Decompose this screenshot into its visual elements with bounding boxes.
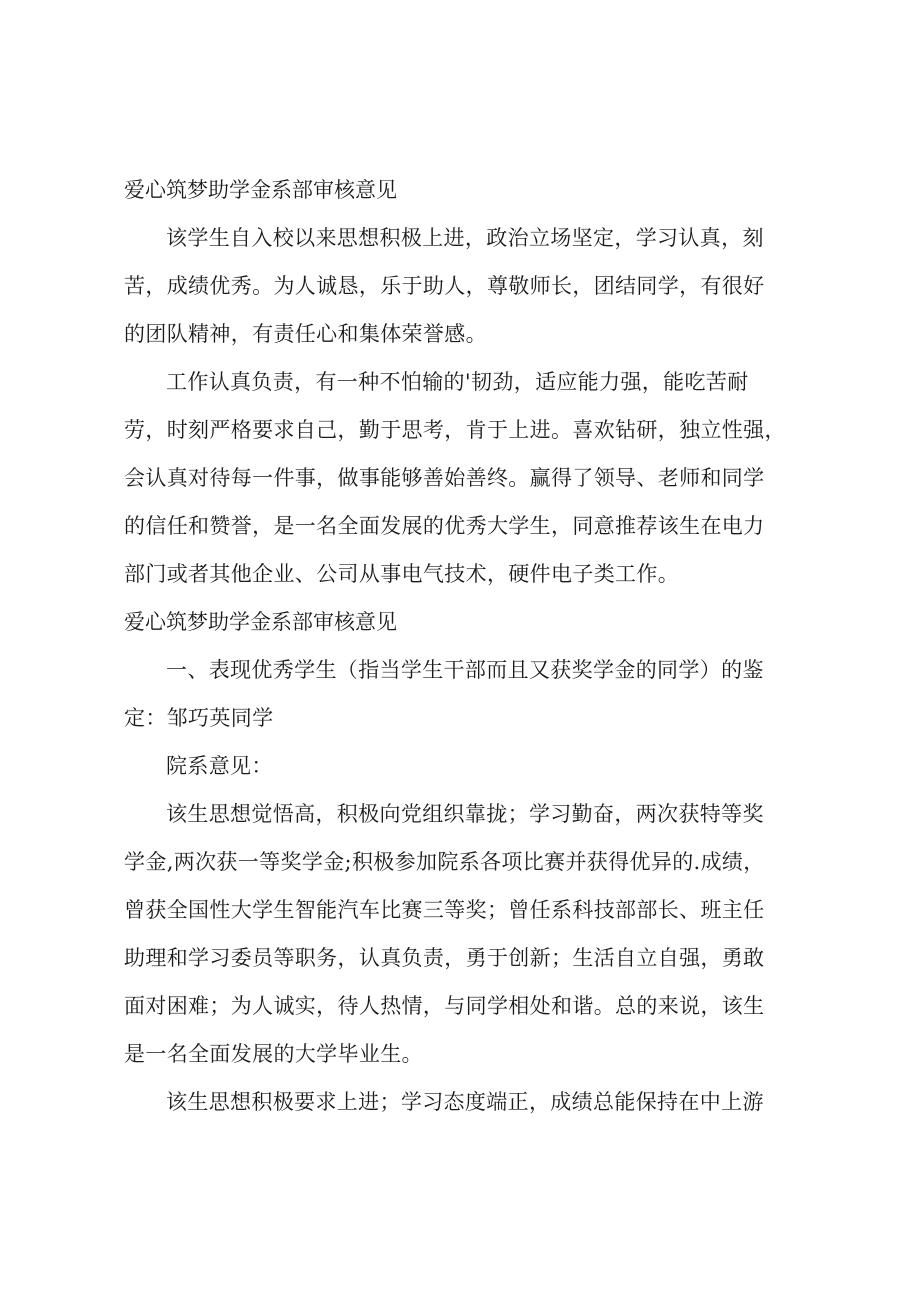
paragraph-line: 劳，时刻严格要求自己，勤于思考，肯于上进。喜欢钻研，独立性强， xyxy=(124,418,786,442)
paragraph-line: 的信任和赞誉，是一名全面发展的优秀大学生，同意推荐该生在电力 xyxy=(124,514,765,538)
paragraph-line: 部门或者其他企业、公司从事电气技术，硬件电子类工作。 xyxy=(124,562,680,586)
document-body xyxy=(124,166,816,1126)
paragraph xyxy=(124,790,816,1078)
paragraph-line: 学金,两次获一等奖学金;积极参加院系各项比赛并获得优异的.成绩， xyxy=(124,850,765,874)
paragraph-line: 的团队精神，有责任心和集体荣誉感。 xyxy=(124,322,487,346)
paragraph-line: 工作认真负责，有一种不怕输的'韧劲，适应能力强，能吃苦耐 xyxy=(166,370,749,394)
paragraph-line: 是一名全面发展的大学毕业生。 xyxy=(124,1042,423,1066)
paragraph-line: 曾获全国性大学生智能汽车比赛三等奖；曾任系科技部部长、班主任 xyxy=(124,898,765,922)
paragraph xyxy=(124,742,816,790)
section-heading: 爱心筑梦助学金系部审核意见 xyxy=(124,178,397,202)
paragraph-line: 面对困难；为人诚实，待人热情，与同学相处和谐。总的来说，该生 xyxy=(124,994,765,1018)
section-heading: 爱心筑梦助学金系部审核意见 xyxy=(124,610,397,634)
paragraph-line: 苦，成绩优秀。为人诚恳，乐于助人，尊敬师长，团结同学，有很好 xyxy=(124,274,765,298)
paragraph-line: 该生思想觉悟高，积极向党组织靠拢；学习勤奋，两次获特等奖 xyxy=(166,802,764,826)
paragraph-line: 该学生自入校以来思想积极上进，政治立场坚定，学习认真，刻 xyxy=(166,226,764,250)
paragraph xyxy=(124,358,816,598)
paragraph-line: 定：邹巧英同学 xyxy=(124,706,274,730)
paragraph-line: 该生思想积极要求上进；学习态度端正，成绩总能保持在中上游 xyxy=(166,1090,764,1114)
paragraph-line: 会认真对待每一件事，做事能够善始善终。赢得了领导、老师和同学 xyxy=(124,466,765,490)
paragraph xyxy=(124,214,816,358)
paragraph-line: 一、表现优秀学生（指当学生干部而且又获奖学金的同学）的鉴 xyxy=(166,658,764,682)
paragraph xyxy=(124,646,816,742)
paragraph-line: 院系意见： xyxy=(166,754,273,778)
paragraph-line: 助理和学习委员等职务，认真负责，勇于创新；生活自立自强，勇敢 xyxy=(124,946,765,970)
paragraph xyxy=(124,1078,816,1126)
